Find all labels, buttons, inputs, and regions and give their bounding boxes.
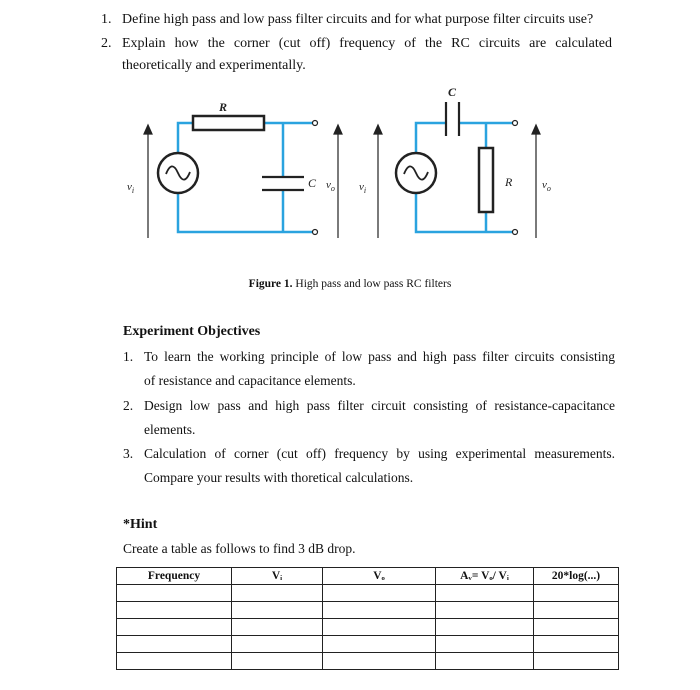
right-input-arrow-icon [374, 125, 382, 134]
right-capacitor-label: C [447, 85, 457, 99]
left-output-arrow-icon [334, 125, 342, 134]
right-output-arrow-icon [532, 125, 540, 134]
table-cell [436, 636, 534, 653]
table-cell [232, 585, 323, 602]
table-row [117, 653, 619, 670]
table-header-row [117, 568, 619, 585]
objective-1-line2: of resistance and capacitance elements. [144, 373, 356, 388]
objective-3-number: 3. [123, 446, 134, 461]
objective-3-line2: Compare your results with thoretical calculations. [144, 470, 414, 485]
hint-title: *Hint [123, 517, 158, 532]
table-body [117, 585, 619, 670]
table-cell [323, 619, 436, 636]
question-2-text-line1: Explain how the corner (cut off) frequency of the RC circuits are calculated [122, 36, 612, 51]
right-terminals [513, 121, 518, 235]
table-header-gain: Aᵥ= Vₒ/ Vᵢ [436, 568, 534, 585]
objective-3-line1: Calculation of corner (cut off) frequency by using experimental measurements. [144, 446, 615, 461]
table-header-vi: Vᵢ [232, 568, 323, 585]
table-cell [534, 602, 619, 619]
objective-2-line2: elements. [144, 422, 196, 437]
table-cell [117, 653, 232, 670]
table-cell [117, 636, 232, 653]
right-output-label: $v_o$ [542, 179, 551, 193]
table-row [117, 602, 619, 619]
table-row [117, 585, 619, 602]
table-cell [117, 585, 232, 602]
right-wire-bottom [416, 193, 518, 232]
table-cell [323, 636, 436, 653]
table-cell [232, 653, 323, 670]
table-cell [117, 602, 232, 619]
objective-1-line1: To learn the working principle of low pass and high pass filter circuits consisting [144, 349, 615, 364]
left-output-terminal-top [313, 121, 318, 126]
table-cell [436, 619, 534, 636]
objective-2-number: 2. [123, 398, 134, 413]
table-cell [323, 585, 436, 602]
left-output-label: $v_o$ [326, 179, 335, 193]
table-cell [232, 602, 323, 619]
table-cell [323, 602, 436, 619]
right-output-terminal-bottom [513, 230, 518, 235]
objective-2 [123, 395, 618, 441]
objective-1 [123, 346, 618, 392]
left-resistor [193, 116, 264, 130]
table-cell [534, 636, 619, 653]
question-1-number: 1. [101, 12, 112, 27]
hint-text: Create a table as follows to find 3 dB drop. [123, 541, 356, 556]
left-wire-bottom [178, 193, 318, 232]
right-wire-top-left [416, 123, 445, 153]
objective-1-number: 1. [123, 349, 134, 364]
left-input-label: $v_i$ [127, 181, 135, 195]
question-2-number: 2. [101, 36, 112, 51]
left-input-arrow-icon [144, 125, 152, 134]
table-cell [436, 653, 534, 670]
question-2-text-line2: theoretically and experimentally. [122, 58, 306, 73]
table-row [117, 636, 619, 653]
left-resistor-label: R [218, 100, 228, 114]
table-cell [117, 619, 232, 636]
figure-caption [0, 278, 700, 290]
table-cell [436, 585, 534, 602]
table-cell [534, 653, 619, 670]
left-capacitor [262, 177, 304, 190]
figure-caption-label: Figure 1. [248, 278, 293, 290]
table-header-vo: Vₒ [323, 568, 436, 585]
table-cell [534, 585, 619, 602]
table-cell [232, 619, 323, 636]
right-output-terminal-top [513, 121, 518, 126]
rc-filter-figure [110, 80, 570, 260]
hint-table [116, 567, 619, 670]
right-input-label: $v_i$ [359, 181, 367, 195]
left-capacitor-label: C [308, 176, 317, 190]
table-header-log: 20*log(...) [534, 568, 619, 585]
table-header-frequency: Frequency [117, 568, 232, 585]
left-source [158, 153, 198, 193]
table-cell [436, 602, 534, 619]
table-cell [232, 636, 323, 653]
right-resistor [479, 148, 493, 212]
objectives-title: Experiment Objectives [123, 324, 261, 339]
table-row [117, 619, 619, 636]
table-cell [323, 653, 436, 670]
question-1-text: Define high pass and low pass filter circuits and for what purpose filter circuits use? [122, 12, 594, 27]
objective-3 [123, 443, 618, 489]
table-cell [534, 619, 619, 636]
right-resistor-label: R [505, 175, 513, 189]
right-capacitor [446, 102, 459, 136]
figure-caption-text: High pass and low pass RC filters [295, 278, 452, 290]
right-source [396, 153, 436, 193]
left-output-terminal-bottom [313, 230, 318, 235]
objective-2-line1: Design low pass and high pass filter circuit consisting of resistance-capacitance [144, 398, 615, 413]
left-wire-top-left [178, 123, 193, 153]
